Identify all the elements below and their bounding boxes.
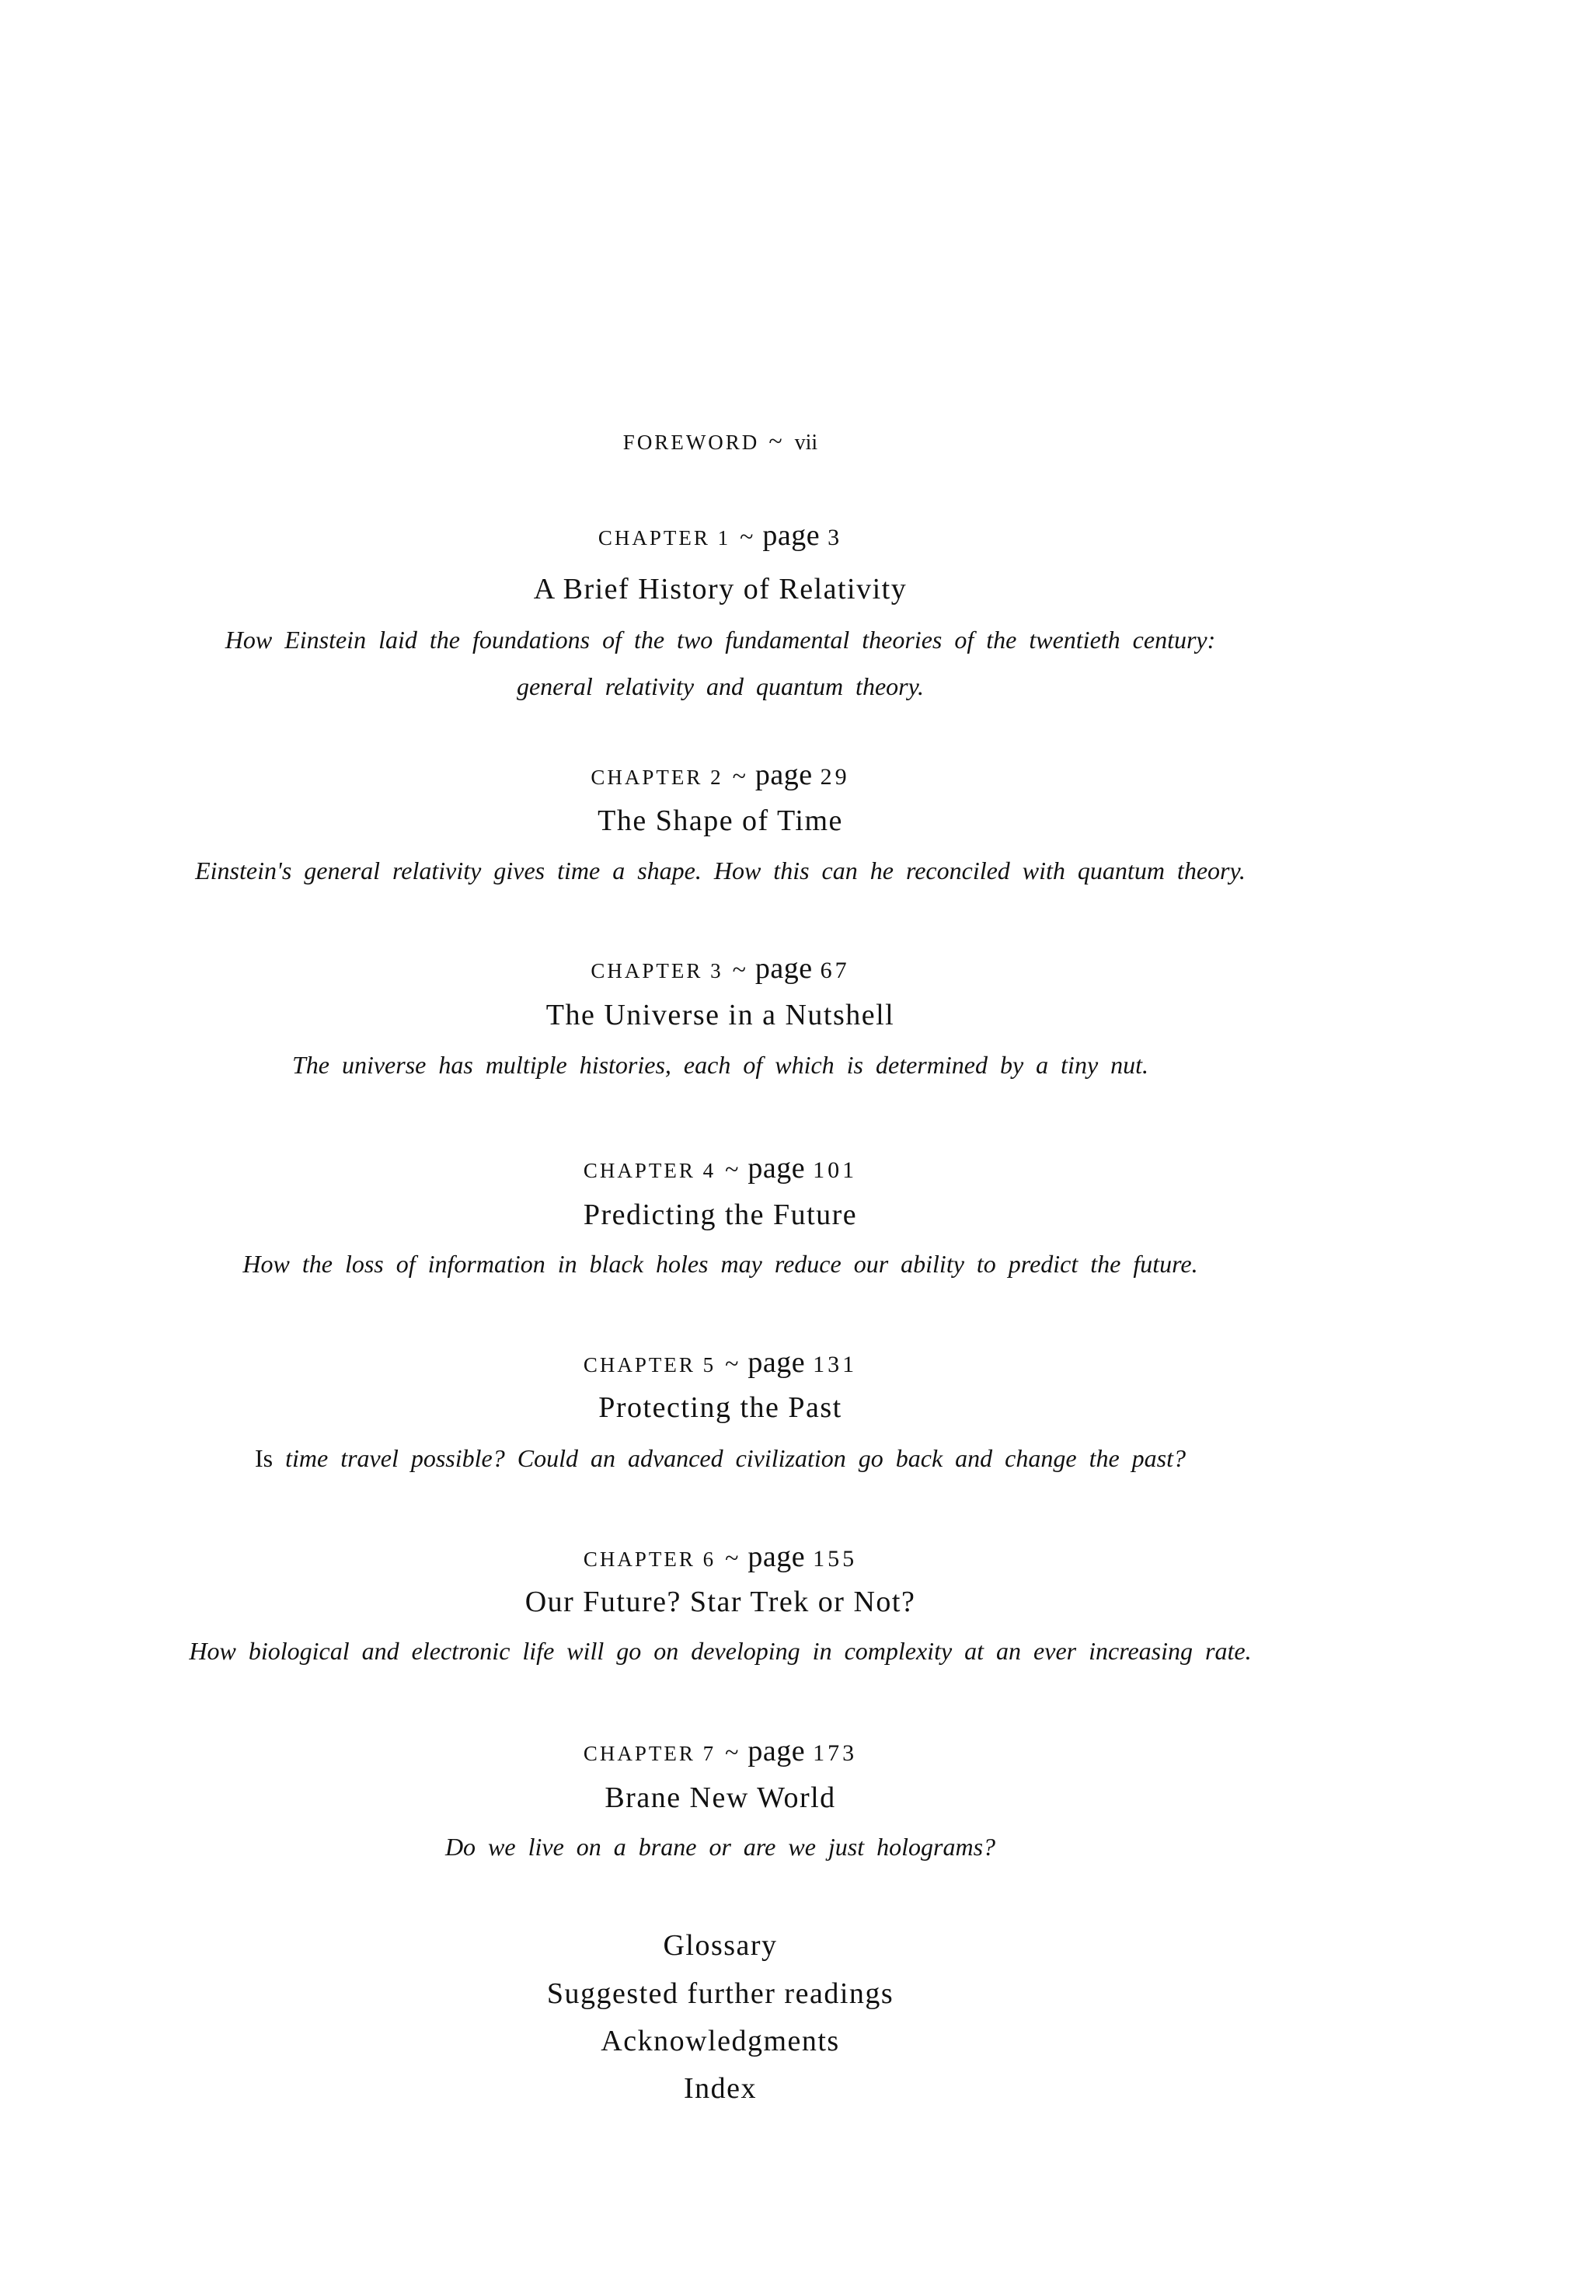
chapter-4-title[interactable]: Predicting the Future (583, 1199, 858, 1231)
back-matter-suggested-readings[interactable]: Suggested further readings (546, 1977, 894, 2010)
foreword-separator: ~ (768, 427, 782, 455)
page-word: page (747, 1346, 806, 1379)
foreword-entry[interactable] (0, 428, 1518, 454)
foreword-page-number: vii (794, 431, 818, 455)
chapter-7-title[interactable]: Brane New World (605, 1781, 836, 1814)
chapter-separator: ~ (725, 1738, 739, 1766)
chapter-4-heading[interactable] (0, 1153, 1518, 1183)
chapter-2-heading[interactable] (0, 760, 1518, 790)
back-matter-glossary[interactable]: Glossary (663, 1929, 778, 1962)
chapter-6-title[interactable]: Our Future? Star Trek or Not? (524, 1586, 916, 1618)
chapter-page-number: 3 (828, 525, 843, 550)
chapter-separator: ~ (725, 1155, 739, 1183)
chapter-4-description-line-1: How the loss of information in black holes may reduce our ability to predict the future. (242, 1250, 1198, 1278)
page-word: page (754, 759, 813, 791)
page-word: page (762, 519, 821, 552)
page-word: page (747, 1735, 806, 1767)
chapter-5-heading[interactable] (0, 1348, 1518, 1377)
chapter-6-heading[interactable] (0, 1542, 1518, 1572)
chapter-label: CHAPTER 1 (598, 526, 731, 550)
chapter-separator: ~ (732, 955, 746, 983)
chapter-page-number: 131 (813, 1352, 858, 1377)
chapter-3-description-line-1: The universe has multiple histories, each of which is determined by a tiny nut. (291, 1051, 1149, 1079)
chapter-1-description-line-1: How Einstein laid the foundations of the two fundamental theories of the twentieth century: (225, 626, 1216, 654)
back-matter-index[interactable]: Index (683, 2072, 758, 2105)
chapter-label: CHAPTER 4 (583, 1159, 716, 1182)
chapter-page-number: 67 (820, 958, 850, 983)
chapter-3-title[interactable]: The Universe in a Nutshell (545, 999, 895, 1031)
chapter-7-heading[interactable] (0, 1736, 1518, 1766)
page-word: page (747, 1541, 806, 1573)
chapter-label: CHAPTER 5 (583, 1353, 716, 1377)
chapter-5-title[interactable]: Protecting the Past (598, 1391, 842, 1424)
description-prefix: Is (254, 1444, 274, 1472)
chapter-page-number: 101 (813, 1157, 858, 1183)
chapter-label: CHAPTER 2 (591, 766, 723, 789)
chapter-page-number: 155 (813, 1546, 858, 1572)
chapter-5-description-line-1 (0, 1446, 1518, 1471)
chapter-1-title[interactable]: A Brief History of Relativity (533, 573, 908, 605)
chapter-1-heading[interactable] (0, 521, 1518, 550)
chapter-label: CHAPTER 6 (583, 1548, 716, 1571)
page-word: page (754, 952, 813, 985)
chapter-separator: ~ (725, 1349, 739, 1377)
chapter-separator: ~ (725, 1544, 739, 1572)
chapter-label: CHAPTER 3 (591, 959, 723, 982)
chapter-page-number: 173 (813, 1740, 858, 1766)
chapter-1-description-line-2: general relativity and quantum theory. (516, 672, 925, 700)
chapter-page-number: 29 (820, 764, 850, 790)
description-text: time travel possible? Could an advanced civilization go back and change the past? (285, 1444, 1187, 1472)
chapter-separator: ~ (732, 762, 746, 790)
chapter-2-description-line-1: Einstein's general relativity gives time a shape. How this can he reconciled with quantum theory. (195, 857, 1246, 885)
chapter-2-title[interactable]: The Shape of Time (598, 804, 843, 837)
page-word: page (747, 1152, 806, 1185)
foreword-label: FOREWORD (622, 431, 760, 454)
chapter-separator: ~ (740, 522, 754, 550)
chapter-3-heading[interactable] (0, 954, 1518, 983)
back-matter-acknowledgments[interactable]: Acknowledgments (601, 2025, 840, 2057)
chapter-label: CHAPTER 7 (583, 1742, 716, 1765)
chapter-6-description-line-1: How biological and electronic life will go on developing in complexity at an ever increasing rate. (189, 1637, 1252, 1665)
chapter-7-description-line-1: Do we live on a brane or are we just holograms? (444, 1833, 996, 1861)
